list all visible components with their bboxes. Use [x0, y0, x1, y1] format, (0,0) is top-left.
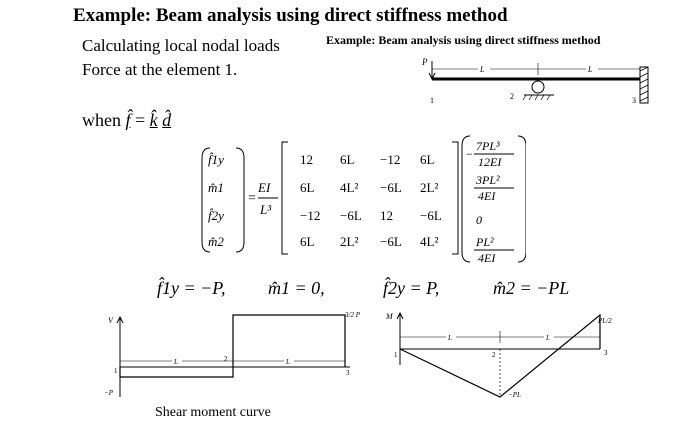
factor-denominator: L³ [260, 202, 272, 217]
matrix-cell: −12 [380, 152, 401, 167]
matrix-cell: 6L [300, 234, 315, 249]
matrix-cells [300, 152, 442, 249]
matrix-bracket-right [452, 142, 458, 254]
span-label-left: L [480, 65, 485, 74]
moment-neg-label: −PL [508, 391, 521, 399]
force-entry-f1y: f̂1y [208, 152, 224, 167]
when-label: when [82, 110, 121, 130]
moment-node-1: 1 [394, 351, 398, 359]
result-f2y: f̂2y = P, [383, 278, 440, 298]
matrix-cell: 6L [300, 180, 315, 195]
disp-entry-numerator: 0 [476, 213, 482, 227]
moment-node-2: 2 [492, 351, 496, 359]
when-equation [82, 110, 171, 131]
matrix-cell: 12 [380, 208, 393, 223]
disp-entry-numerator: PL² [476, 235, 494, 249]
shear-axis-label: V [108, 316, 113, 325]
shear-node-3: 3 [346, 369, 350, 377]
shear-neg-label: −P [104, 389, 113, 397]
factor-numerator: EI [258, 180, 271, 195]
shear-span-right: L [286, 358, 290, 366]
disp-entry-sign: − [466, 147, 473, 161]
beam-diagram [420, 55, 660, 115]
disp-entry-numerator: 3PL² [476, 173, 500, 187]
slide-title: Example: Beam analysis using direct stiffness method [73, 5, 508, 26]
shear-curve [120, 315, 345, 377]
span-label-right: L [588, 65, 593, 74]
moment-diagram [380, 305, 620, 405]
force-entry-m1: m̂1 [208, 180, 224, 195]
force-entry-m2: m̂2 [208, 234, 224, 249]
matrix-cell: −6L [380, 234, 402, 249]
disp-entry-denominator: 4EI [478, 251, 496, 265]
when-f: f̂ [125, 110, 131, 130]
disp-vector-entries [466, 139, 514, 265]
matrix-equals: = [248, 191, 256, 206]
matrix-cell: 12 [300, 152, 313, 167]
matrix-cell: −6L [340, 208, 362, 223]
result-m2: m̂2 = −PL [493, 278, 570, 298]
result-f1y: f̂1y = −P, [157, 278, 226, 298]
matrix-cell: −12 [300, 208, 321, 223]
moment-span-left: L [448, 334, 452, 342]
disp-entry-denominator: 4EI [478, 189, 496, 203]
subtitle-line-1: Calculating local nodal loads [82, 36, 280, 55]
force-vector-brace-right [236, 148, 244, 252]
when-k: k̂ [149, 110, 158, 130]
when-equals: = [135, 110, 146, 130]
shear-node-2: 2 [224, 355, 228, 363]
disp-entry-numerator: 7PL³ [476, 139, 500, 153]
matrix-cell: −6L [380, 180, 402, 195]
disp-vector-brace-right [518, 136, 526, 262]
shear-value-label: 3/2 P [345, 311, 360, 319]
moment-node-3: 3 [604, 349, 608, 357]
figure-caption: Shear moment curve [155, 405, 271, 420]
matrix-cell: −6L [420, 208, 442, 223]
stiffness-matrix-equation [196, 128, 526, 268]
moment-value-label: PL/2 [598, 317, 612, 325]
node-3-label: 3 [632, 96, 636, 105]
when-d: d̂ [162, 110, 172, 130]
shear-node-1: 1 [114, 367, 118, 375]
moment-axis-label: M [386, 312, 393, 321]
support-hatch [523, 95, 550, 100]
matrix-bracket-left [282, 142, 288, 254]
disp-entry-denominator: 12EI [478, 155, 502, 169]
force-entry-f2y: f̂2y [208, 208, 224, 223]
shear-span-left: L [174, 358, 178, 366]
subtitle-line-2: Force at the element 1. [82, 60, 238, 79]
node-1-label: 1 [430, 96, 434, 105]
matrix-cell: 6L [340, 152, 355, 167]
matrix-cell: 4L² [420, 234, 439, 249]
moment-curve [400, 315, 600, 397]
node-2-label: 2 [510, 92, 514, 101]
matrix-cell: 2L² [420, 180, 439, 195]
result-m1: m̂1 = 0, [268, 278, 325, 298]
matrix-cell: 6L [420, 152, 435, 167]
moment-span-right: L [546, 334, 550, 342]
roller-support-icon [532, 81, 544, 93]
matrix-cell: 4L² [340, 180, 359, 195]
matrix-cell: 2L² [340, 234, 359, 249]
shear-diagram [100, 305, 370, 405]
load-label: P [422, 57, 428, 67]
figure-title: Example: Beam analysis using direct stiffness method [326, 33, 601, 47]
